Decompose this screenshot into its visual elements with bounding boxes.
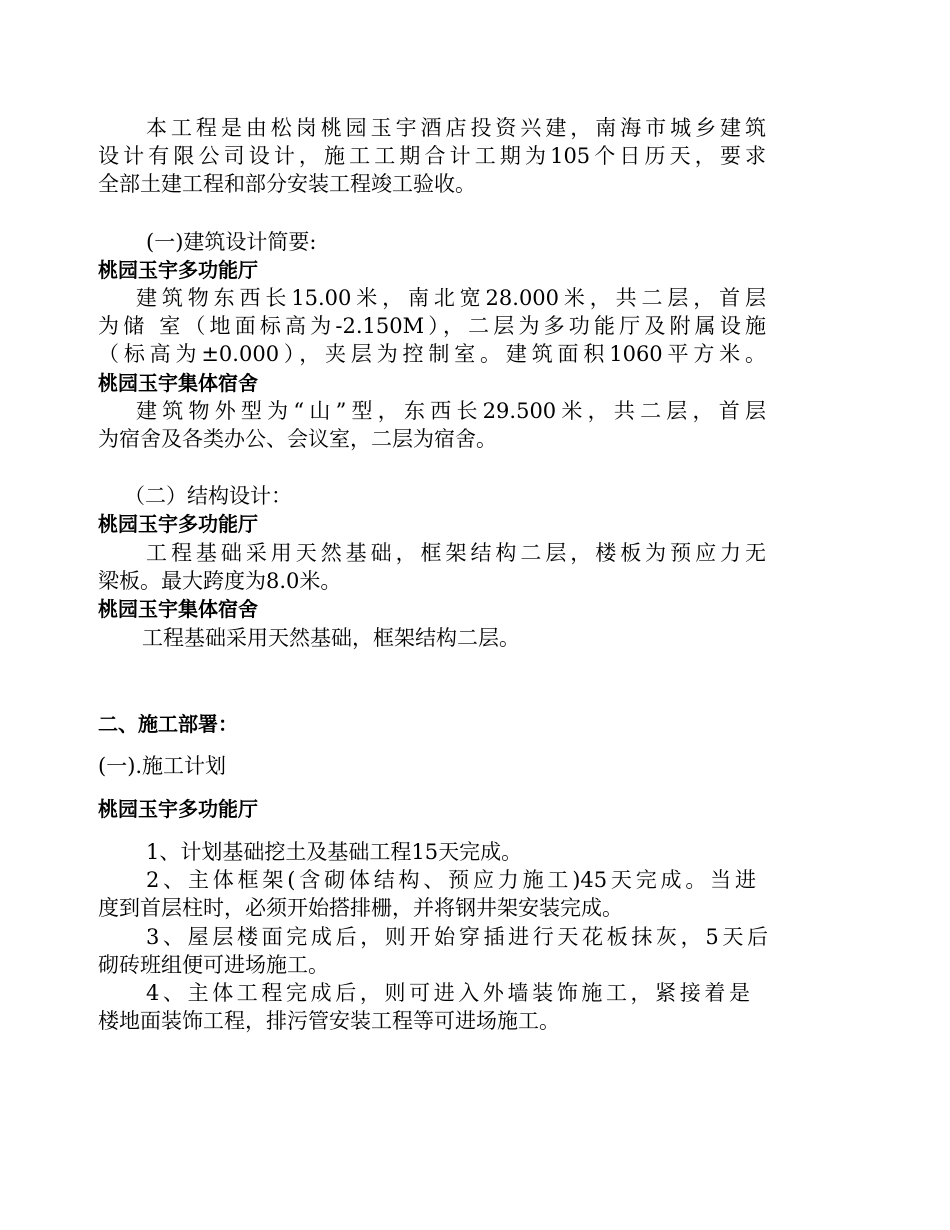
structure-dorm-title: 桃园玉宇集体宿舍 bbox=[98, 597, 258, 621]
architecture-hall-line-2: 为储 室（地面标高为-2.150M），二层为多功能厅及附属设施 bbox=[98, 314, 766, 338]
plan-item-4: 4、主体工程完成后，则可进入外墙装饰施工，紧接着是 bbox=[146, 981, 750, 1005]
architecture-dorm-line-2: 为宿舍及各类办公、会议室，二层为宿舍。 bbox=[98, 427, 497, 451]
intro-line-3: 全部土建工程和部分安装工程竣工验收。 bbox=[98, 172, 476, 196]
structure-dorm-line-1: 工程基础采用天然基础，框架结构二层。 bbox=[142, 626, 520, 650]
plan-item-1: 1、计划基础挖土及基础工程15天完成。 bbox=[146, 840, 523, 864]
plan-item-2-cont: 度到首层柱时，必须开始搭排栅，并将钢井架安装完成。 bbox=[98, 896, 623, 920]
architecture-hall-line-1: 建筑物东西长15.00米，南北宽28.000米，共二层，首层 bbox=[136, 286, 766, 310]
deployment-hall-title: 桃园玉宇多功能厅 bbox=[98, 797, 258, 821]
architecture-hall-line-3: （标高为±0.000），夹层为控制室。建筑面积1060平方米。 bbox=[98, 342, 766, 366]
structure-hall-line-2: 梁板。最大跨度为8.0米。 bbox=[98, 569, 342, 593]
intro-line-2: 设计有限公司设计，施工工期合计工期为105个日历天，要求 bbox=[98, 144, 766, 168]
architecture-hall-title: 桃园玉宇多功能厅 bbox=[98, 258, 258, 282]
architecture-dorm-line-1: 建筑物外型为“山”型，东西长29.500米，共二层，首层 bbox=[136, 399, 766, 423]
plan-item-2: 2、主体框架(含砌体结构、预应力施工)45天完成。当进 bbox=[146, 868, 756, 892]
structure-heading: （二）结构设计： bbox=[124, 484, 292, 508]
architecture-heading: (一)建筑设计简要: bbox=[146, 230, 317, 254]
plan-item-3-cont: 砌砖班组便可进场施工。 bbox=[98, 953, 329, 977]
structure-hall-title: 桃园玉宇多功能厅 bbox=[98, 512, 258, 536]
plan-item-3: 3、屋层楼面完成后，则开始穿插进行天花板抹灰，5天后 bbox=[146, 925, 768, 949]
deployment-heading: 二、施工部署： bbox=[98, 712, 238, 736]
structure-hall-line-1: 工程基础采用天然基础，框架结构二层，楼板为预应力无 bbox=[146, 541, 766, 565]
intro-line-1: 本工程是由松岗桃园玉宇酒店投资兴建，南海市城乡建筑 bbox=[146, 116, 766, 140]
plan-item-4-cont: 楼地面装饰工程，排污管安装工程等可进场施工。 bbox=[98, 1009, 560, 1033]
architecture-dorm-title: 桃园玉宇集体宿舍 bbox=[98, 371, 258, 395]
plan-heading: (一).施工计划 bbox=[98, 754, 227, 778]
